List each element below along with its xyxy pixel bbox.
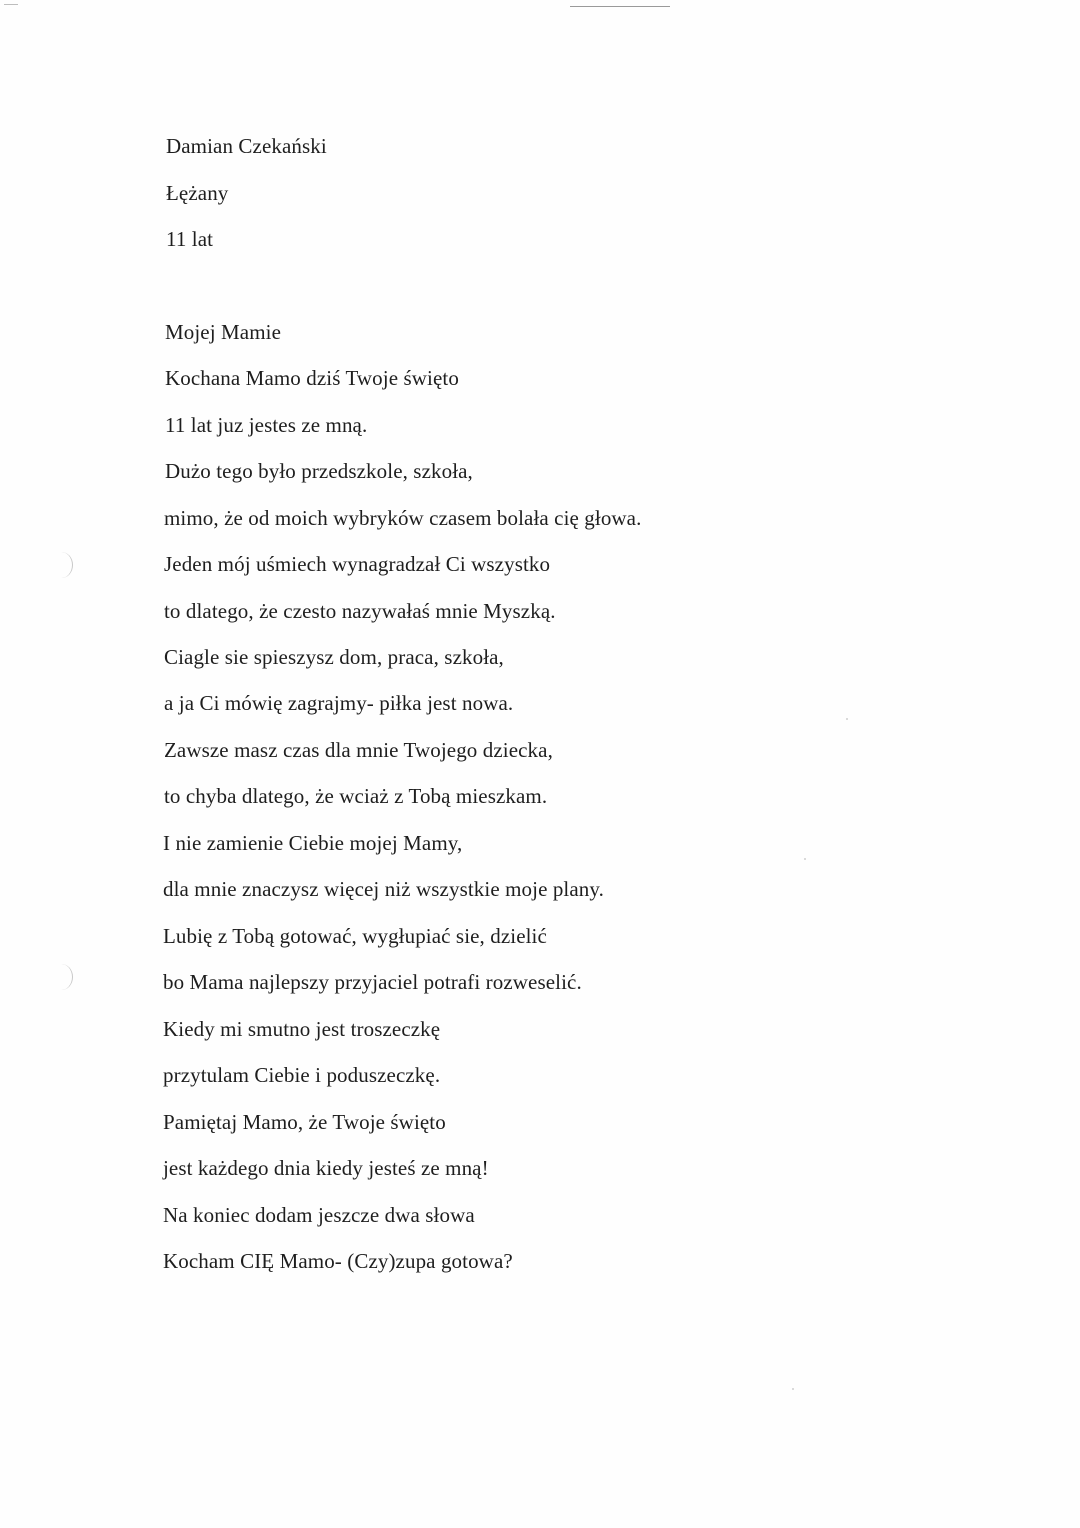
poem-line: Zawsze masz czas dla mnie Twojego dziecka, — [164, 738, 553, 762]
punch-hole-mark — [50, 964, 73, 990]
poem-line: Dużo tego było przedszkole, szkoła, — [165, 459, 473, 483]
punch-hole-mark — [50, 552, 73, 578]
author-age: 11 lat — [166, 227, 214, 251]
poem-line: Kiedy mi smutno jest troszeczkę — [163, 1017, 441, 1041]
poem-line: bo Mama najlepszy przyjaciel potrafi rozweselić. — [163, 970, 582, 994]
poem-title: Mojej Mamie — [165, 320, 281, 344]
poem-line: Lubię z Tobą gotować, wygłupiać sie, dzielić — [163, 924, 547, 948]
scan-speck — [792, 1388, 794, 1390]
poem-line: dla mnie znaczysz więcej niż wszystkie moje plany. — [163, 877, 604, 901]
poem-line: Na koniec dodam jeszcze dwa słowa — [163, 1203, 475, 1227]
poem-line: przytulam Ciebie i poduszeczkę. — [163, 1063, 441, 1087]
poem-line: to chyba dlatego, że wciaż z Tobą mieszkam. — [164, 784, 548, 808]
scan-speck — [804, 858, 806, 860]
scan-speck — [846, 718, 848, 720]
poem-line: Kocham CIĘ Mamo- (Czy)zupa gotowa? — [163, 1249, 513, 1273]
poem-line: Ciagle sie spieszysz dom, praca, szkoła, — [164, 645, 504, 669]
poem-line: to dlatego, że czesto nazywałaś mnie Myszką. — [164, 599, 556, 623]
poem-line: I nie zamienie Ciebie mojej Mamy, — [163, 831, 463, 855]
poem-line: mimo, że od moich wybryków czasem bolała cię głowa. — [164, 506, 642, 530]
poem-line: a ja Ci mówię zagrajmy- piłka jest nowa. — [164, 691, 514, 715]
scan-edge-mark — [570, 6, 670, 7]
author-name: Damian Czekański — [166, 134, 327, 158]
poem-line: Jeden mój uśmiech wynagradzał Ci wszystko — [164, 552, 551, 576]
author-place: Łężany — [166, 181, 229, 205]
poem-line: Pamiętaj Mamo, że Twoje święto — [163, 1110, 446, 1134]
poem-line: 11 lat juz jestes ze mną. — [165, 413, 368, 437]
scan-edge-mark — [4, 4, 18, 5]
poem-line: Kochana Mamo dziś Twoje święto — [165, 366, 459, 390]
poem-line: jest każdego dnia kiedy jesteś ze mną! — [163, 1156, 489, 1180]
